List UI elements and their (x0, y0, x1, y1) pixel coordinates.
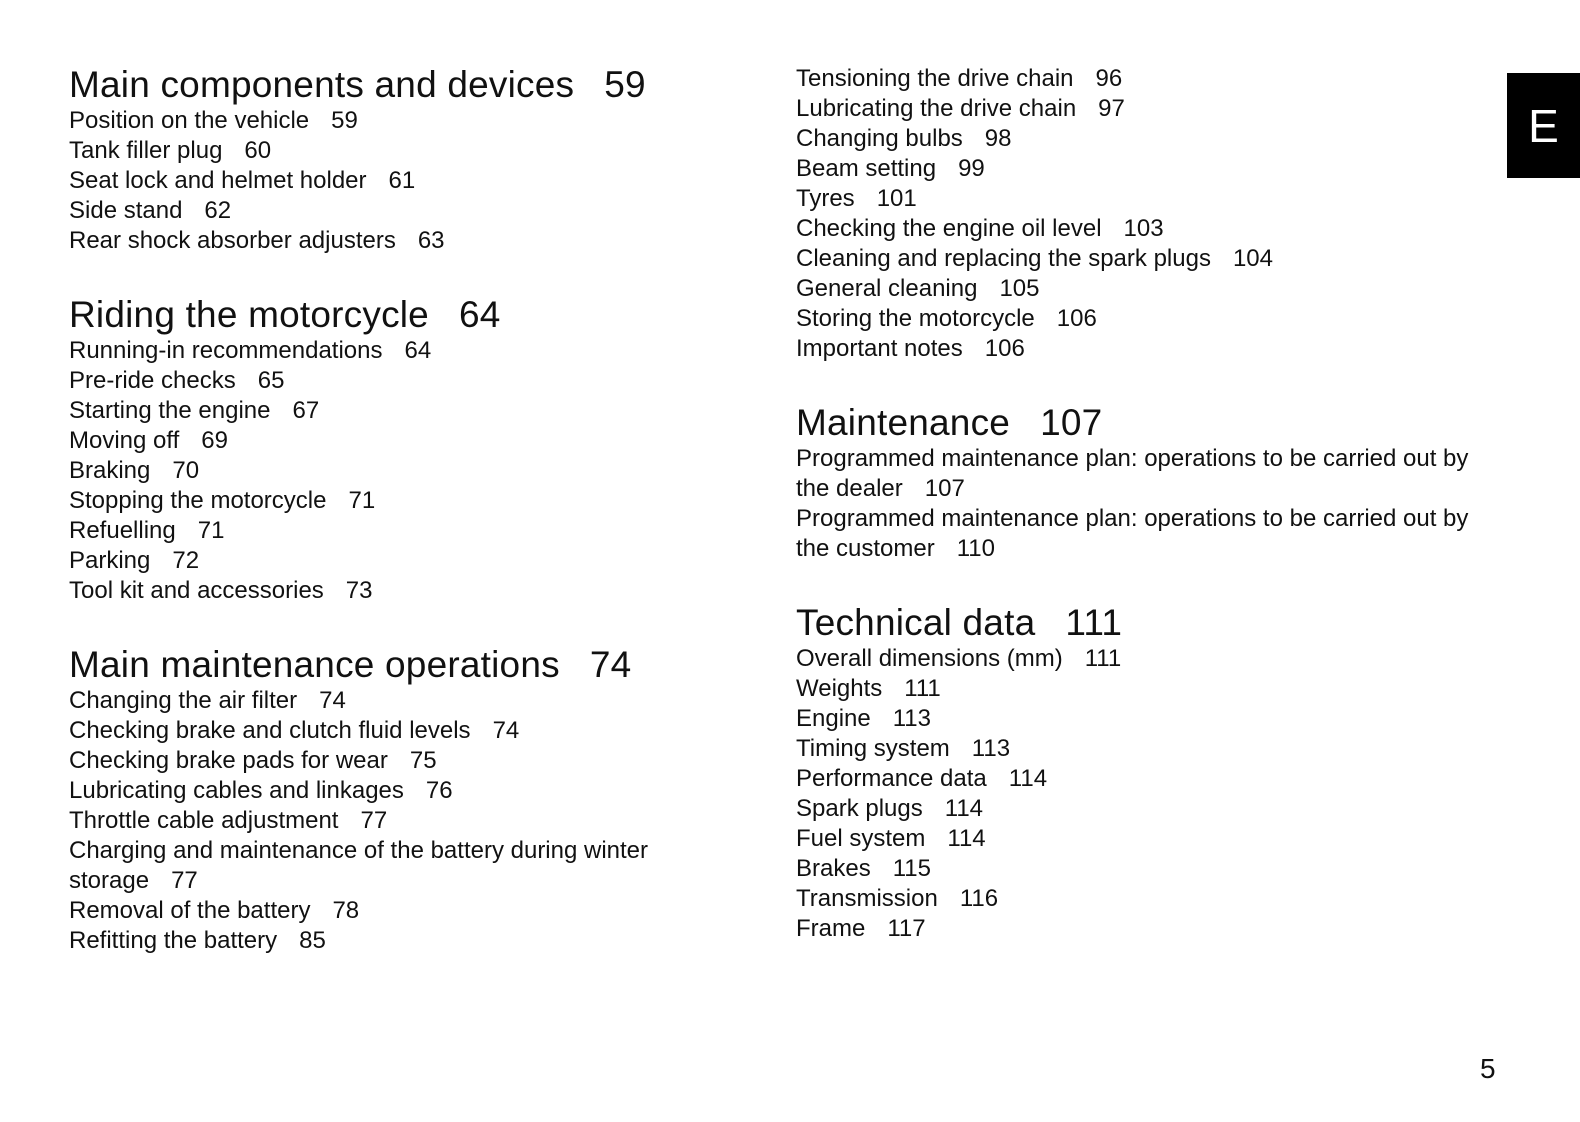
toc-entry-text: Position on the vehicle (69, 107, 310, 134)
toc-entry-page-ref: 115 (892, 855, 931, 882)
toc-entry[interactable] (69, 746, 759, 776)
toc-entry-text: Side stand (69, 197, 183, 224)
toc-entry-text: Cleaning and replacing the spark plugs (796, 245, 1211, 272)
toc-entry-page-ref: 97 (1098, 95, 1125, 122)
section-title-text: Main maintenance operations (69, 644, 560, 685)
toc-right-column (796, 64, 1496, 982)
toc-entry-list (69, 336, 759, 606)
toc-entry-page-ref: 111 (1084, 645, 1122, 672)
toc-entry[interactable] (796, 444, 1496, 504)
toc-entry-page-ref: 59 (331, 107, 358, 134)
section-page-ref: 74 (589, 644, 632, 685)
toc-entry-list (796, 444, 1496, 564)
toc-entry-text: Programmed maintenance plan: operations to be carried out by the customer (796, 505, 1469, 562)
toc-entry-page-ref: 113 (892, 705, 931, 732)
toc-entry[interactable] (796, 644, 1496, 674)
toc-entry[interactable] (69, 836, 759, 896)
toc-entry[interactable] (69, 226, 759, 256)
toc-entry-text: Moving off (69, 427, 180, 454)
toc-entry[interactable] (796, 64, 1496, 94)
toc-entry-page-ref: 98 (984, 125, 1012, 152)
toc-entry-text: Brakes (796, 855, 871, 882)
toc-section (69, 64, 759, 256)
section-title-text: Riding the motorcycle (69, 294, 429, 335)
toc-entry-page-ref: 116 (959, 885, 999, 912)
section-title-text: Main components and devices (69, 64, 575, 105)
toc-entry-page-ref: 106 (1056, 305, 1097, 332)
toc-entry-page-ref: 70 (172, 457, 200, 484)
section-title-text: Technical data (796, 602, 1036, 643)
toc-entry-text: Fuel system (796, 825, 926, 852)
toc-entry[interactable] (796, 704, 1496, 734)
toc-entry-page-ref: 117 (887, 915, 926, 942)
toc-entry[interactable] (796, 154, 1496, 184)
toc-section (796, 402, 1496, 564)
toc-entry-text: General cleaning (796, 275, 978, 302)
toc-entry[interactable] (796, 274, 1496, 304)
toc-entry-list (796, 64, 1496, 364)
toc-entry-page-ref: 67 (292, 397, 320, 424)
toc-entry[interactable] (796, 304, 1496, 334)
toc-entry-text: Overall dimensions (mm) (796, 645, 1063, 672)
toc-section-title[interactable] (69, 294, 759, 336)
toc-entry[interactable] (69, 106, 759, 136)
toc-entry[interactable] (69, 486, 759, 516)
toc-entry-text: Transmission (796, 885, 938, 912)
toc-entry-page-ref: 111 (904, 675, 941, 702)
toc-entry-page-ref: 63 (417, 227, 445, 254)
toc-entry-text: Refitting the battery (69, 927, 278, 954)
toc-entry[interactable] (69, 366, 759, 396)
toc-entry-page-ref: 77 (171, 867, 198, 894)
toc-entry-text: Changing bulbs (796, 125, 963, 152)
toc-entry-text: Changing the air filter (69, 687, 298, 714)
toc-entry-text: Spark plugs (796, 795, 923, 822)
toc-entry[interactable] (796, 674, 1496, 704)
toc-entry[interactable] (796, 214, 1496, 244)
toc-entry-page-ref: 71 (197, 517, 225, 544)
toc-entry-page-ref: 65 (257, 367, 285, 394)
toc-entry-text: Lubricating cables and linkages (69, 777, 404, 804)
toc-section-title[interactable] (69, 644, 759, 686)
toc-entry-page-ref: 113 (971, 735, 1011, 762)
toc-entry-text: Tank filler plug (69, 137, 223, 164)
toc-entry-page-ref: 101 (876, 185, 917, 212)
toc-entry-page-ref: 62 (204, 197, 232, 224)
toc-entry-page-ref: 78 (332, 897, 360, 924)
toc-entry[interactable] (69, 396, 759, 426)
toc-entry[interactable] (69, 896, 759, 926)
toc-entry-page-ref: 72 (172, 547, 200, 574)
toc-entry-list (69, 686, 759, 956)
toc-entry-text: Starting the engine (69, 397, 271, 424)
toc-entry[interactable] (796, 854, 1496, 884)
toc-entry[interactable] (69, 336, 759, 366)
toc-entry-text: Removal of the battery (69, 897, 311, 924)
toc-entry-text: Checking brake pads for wear (69, 747, 388, 774)
toc-entry-text: Tool kit and accessories (69, 577, 324, 604)
toc-entry-text: Frame (796, 915, 866, 942)
toc-entry-page-ref: 106 (984, 335, 1025, 362)
toc-entry-text: Beam setting (796, 155, 937, 182)
toc-entry-page-ref: 85 (299, 927, 326, 954)
toc-entry-text: Important notes (796, 335, 963, 362)
toc-entry-page-ref: 96 (1095, 65, 1123, 92)
section-page-ref: 64 (458, 294, 501, 335)
toc-entry[interactable] (69, 686, 759, 716)
toc-entry-page-ref: 73 (345, 577, 373, 604)
toc-entry-page-ref: 60 (244, 137, 272, 164)
toc-entry-page-ref: 107 (924, 475, 965, 502)
toc-entry[interactable] (796, 184, 1496, 214)
toc-section (69, 294, 759, 606)
toc-left-column (69, 64, 759, 994)
toc-entry-text: Rear shock absorber adjusters (69, 227, 396, 254)
toc-entry-text: Pre-ride checks (69, 367, 236, 394)
toc-entry-page-ref: 103 (1123, 215, 1164, 242)
toc-entry-text: Throttle cable adjustment (69, 807, 339, 834)
toc-entry-text: Tyres (796, 185, 855, 212)
toc-entry[interactable] (69, 516, 759, 546)
toc-entry[interactable] (796, 504, 1496, 564)
toc-entry-text: Timing system (796, 735, 950, 762)
toc-entry-text: Engine (796, 705, 871, 732)
section-title-text: Maintenance (796, 402, 1011, 443)
toc-entry[interactable] (796, 94, 1496, 124)
toc-entry[interactable] (69, 136, 759, 166)
toc-entry-page-ref: 77 (360, 807, 388, 834)
toc-entry-text: Programmed maintenance plan: operations to be carried out by the dealer (796, 445, 1469, 502)
toc-entry-page-ref: 61 (388, 167, 416, 194)
toc-entry[interactable] (796, 734, 1496, 764)
toc-entry-page-ref: 114 (1008, 765, 1048, 792)
toc-entry-text: Charging and maintenance of the battery during winter storage (69, 837, 649, 894)
toc-entry[interactable] (69, 926, 759, 956)
toc-entry-text: Performance data (796, 765, 987, 792)
toc-entry-text: Running-in recommendations (69, 337, 383, 364)
toc-entry-page-ref: 64 (404, 337, 432, 364)
toc-entry-page-ref: 75 (409, 747, 437, 774)
section-tab-marker (1507, 73, 1580, 178)
toc-entry[interactable] (69, 776, 759, 806)
toc-entry-page-ref: 74 (492, 717, 520, 744)
toc-entry[interactable] (796, 124, 1496, 154)
toc-entry-page-ref: 104 (1232, 245, 1273, 272)
toc-entry-page-ref: 71 (348, 487, 376, 514)
toc-entry-text: Weights (796, 675, 883, 702)
toc-entry[interactable] (796, 334, 1496, 364)
toc-entry[interactable] (69, 716, 759, 746)
toc-entry[interactable] (796, 794, 1496, 824)
toc-entry[interactable] (796, 244, 1496, 274)
toc-entry-page-ref: 114 (947, 825, 986, 852)
toc-entry-page-ref: 74 (319, 687, 346, 714)
toc-entry-text: Lubricating the drive chain (796, 95, 1077, 122)
toc-entry-text: Refuelling (69, 517, 176, 544)
toc-section-title[interactable] (796, 402, 1496, 444)
section-page-ref: 107 (1040, 402, 1103, 443)
toc-entry-page-ref: 110 (956, 535, 995, 562)
section-page-ref: 59 (604, 64, 646, 105)
toc-entry[interactable] (69, 806, 759, 836)
toc-entry-page-ref: 105 (999, 275, 1040, 302)
page-number: 5 (1480, 1053, 1496, 1084)
toc-entry[interactable] (796, 764, 1496, 794)
toc-section-title[interactable] (796, 602, 1496, 644)
toc-entry-page-ref: 76 (425, 777, 453, 804)
toc-entry[interactable] (69, 166, 759, 196)
toc-entry-list (69, 106, 759, 256)
toc-entry-text: Storing the motorcycle (796, 305, 1035, 332)
toc-entry[interactable] (796, 884, 1496, 914)
toc-entry-text: Checking brake and clutch fluid levels (69, 717, 471, 744)
section-tab-letter: E (1528, 99, 1559, 152)
toc-entry[interactable] (69, 456, 759, 486)
toc-entry[interactable] (69, 196, 759, 226)
toc-entry-page-ref: 99 (958, 155, 985, 182)
toc-entry-text: Braking (69, 457, 151, 484)
toc-section (796, 64, 1496, 364)
toc-section (796, 602, 1496, 944)
toc-entry[interactable] (796, 914, 1496, 944)
toc-entry-page-ref: 114 (944, 795, 984, 822)
toc-entry-text: Seat lock and helmet holder (69, 167, 367, 194)
toc-section-title[interactable] (69, 64, 759, 106)
section-page-ref: 111 (1065, 602, 1123, 643)
toc-entry[interactable] (69, 426, 759, 456)
toc-entry-text: Stopping the motorcycle (69, 487, 327, 514)
toc-entry-text: Parking (69, 547, 151, 574)
toc-entry[interactable] (69, 576, 759, 606)
toc-entry-list (796, 644, 1496, 944)
toc-entry-page-ref: 69 (201, 427, 228, 454)
toc-entry-text: Checking the engine oil level (796, 215, 1102, 242)
toc-section (69, 644, 759, 956)
toc-entry[interactable] (796, 824, 1496, 854)
toc-entry-text: Tensioning the drive chain (796, 65, 1074, 92)
toc-entry[interactable] (69, 546, 759, 576)
